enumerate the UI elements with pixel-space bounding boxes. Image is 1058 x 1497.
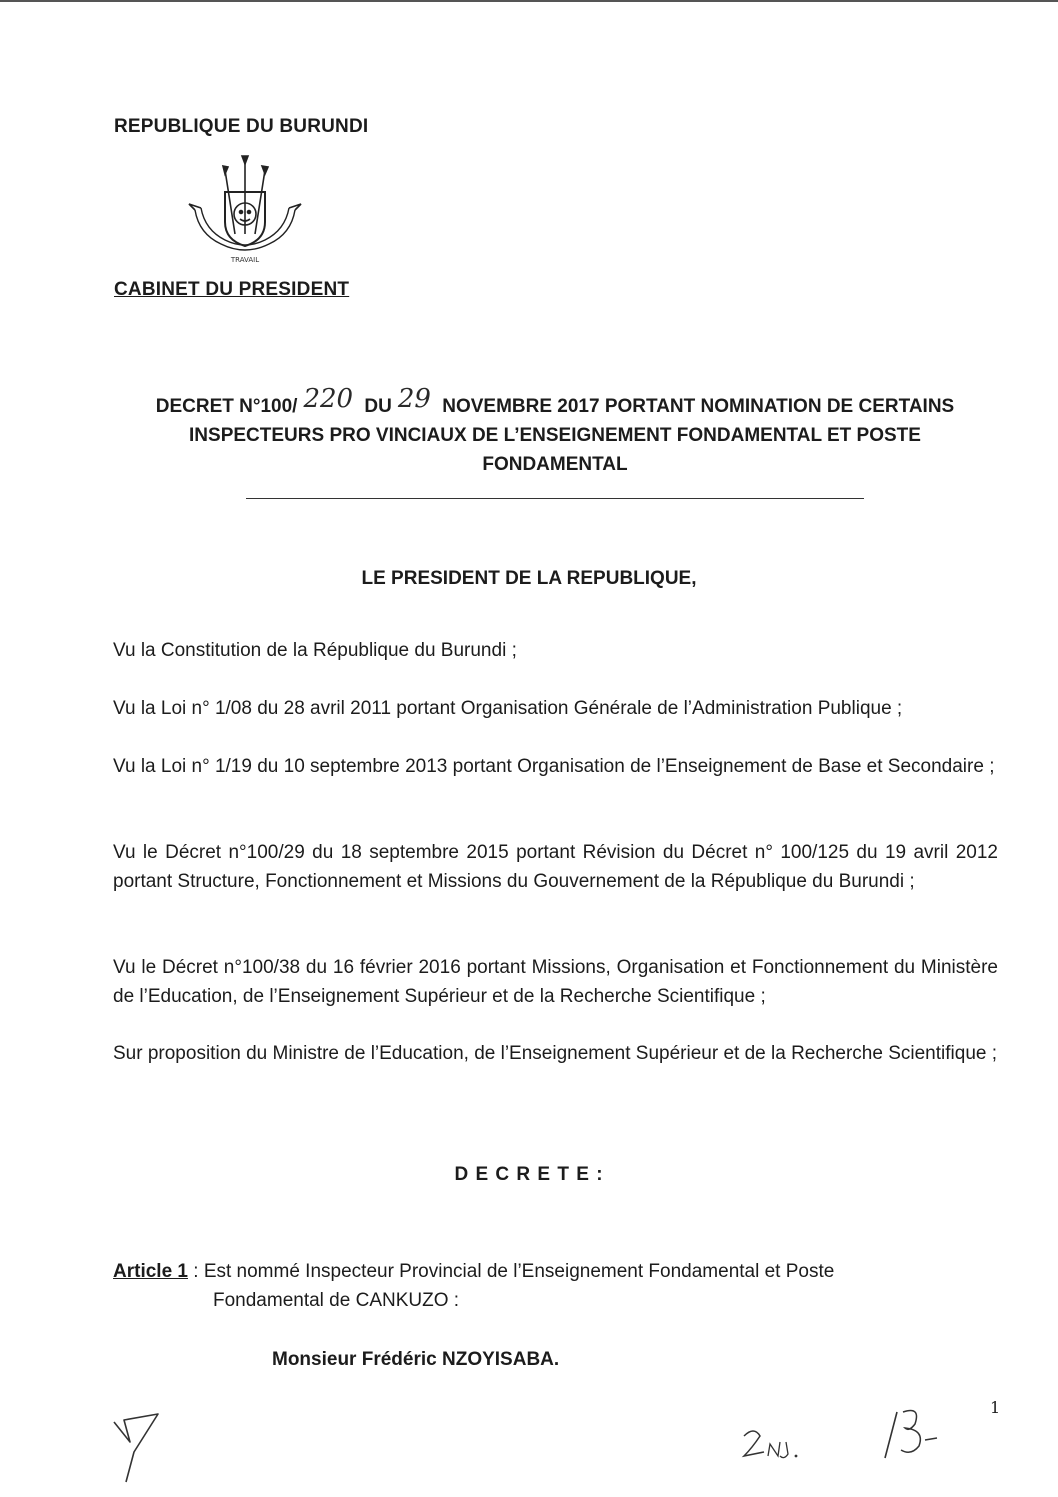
signature-icon — [875, 1400, 955, 1470]
coat-of-arms-icon — [185, 152, 305, 272]
handwritten-initial-icon — [108, 1408, 168, 1488]
proposition-ministre: Sur proposition du Ministre de l’Education, de l’Enseignement Supérieur et de la Recherche Scientifique ; — [113, 1043, 998, 1064]
handwritten-signature-right — [875, 1400, 955, 1470]
svg-text:TRAVAIL: TRAVAIL — [230, 256, 260, 264]
title-line-2: INSPECTEURS PRO VINCIAUX DE L’ENSEIGNEMENT FONDAMENTAL ET POSTE — [189, 425, 921, 446]
handwritten-decree-number: 220 — [303, 384, 354, 414]
page-number: 1 — [990, 1398, 1001, 1417]
handwritten-day: 29 — [397, 384, 431, 414]
title-du: DU — [364, 396, 392, 417]
article-1 — [113, 1257, 834, 1286]
country-heading: REPUBLIQUE DU BURUNDI — [114, 116, 369, 137]
title-date-subject: NOVEMBRE 2017 PORTANT NOMINATION DE CERTAINS — [442, 396, 955, 417]
title-line-1 — [100, 384, 1010, 421]
visa-constitution: Vu la Constitution de la République du Burundi ; — [113, 640, 517, 661]
title-prefix: DECRET N°100/ — [155, 396, 298, 417]
preamble-heading: LE PRESIDENT DE LA REPUBLIQUE, — [361, 568, 697, 589]
coat-of-arms-emblem — [185, 152, 305, 272]
initial-mark-left — [108, 1408, 168, 1488]
handwritten-paraph-icon — [740, 1422, 830, 1472]
article-1-text-line-2: Fondamental de CANKUZO : — [213, 1290, 460, 1311]
decree-title — [100, 384, 1010, 479]
decree-heading: D E C R E T E : — [454, 1164, 604, 1185]
visa-decret-ministere: Vu le Décret n°100/38 du 16 février 2016 portant Missions, Organisation et Fonctionnement du Ministère de l’Education, de l’Enseignement Supérieur et de la Recherche Scientifique ; — [113, 957, 998, 1007]
visa-loi-enseignement: Vu la Loi n° 1/19 du 10 septembre 2013 portant Organisation de l’Enseignement de Base et Secondaire ; — [113, 756, 995, 777]
scan-top-edge — [0, 0, 1058, 2]
appointee-name: Monsieur Frédéric NZOYISABA. — [272, 1349, 560, 1370]
article-1-text-line-1: : Est nommé Inspecteur Provincial de l’Enseignement Fondamental et Poste — [187, 1261, 835, 1282]
visa-loi-administration: Vu la Loi n° 1/08 du 28 avril 2011 portant Organisation Générale de l’Administration Publique ; — [113, 698, 903, 719]
office-heading: CABINET DU PRESIDENT — [114, 279, 350, 300]
visa-decret-gouvernement: Vu le Décret n°100/29 du 18 septembre 2015 portant Révision du Décret n° 100/125 du 19 avril 2012 portant Structure, Fonctionnement et Missions du Gouvernement de la République du Burundi ; — [113, 842, 998, 892]
title-separator — [246, 498, 864, 499]
article-1-label: Article 1 — [113, 1261, 188, 1282]
title-line-3: FONDAMENTAL — [482, 454, 628, 475]
handwritten-initials-center — [740, 1422, 830, 1472]
